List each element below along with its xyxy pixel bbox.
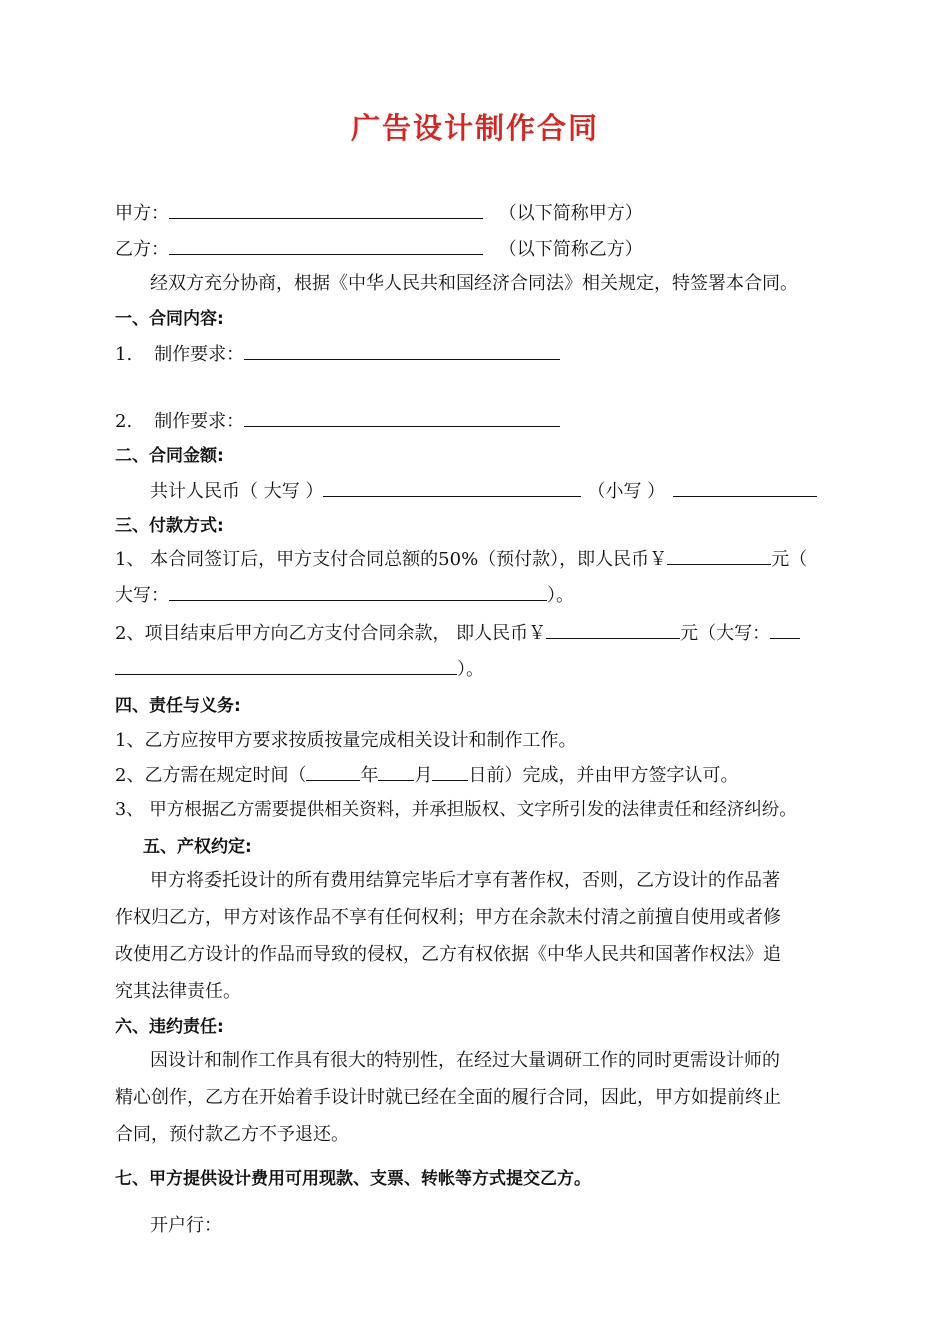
breach-line-3: 合同，预付款乙方不予退还。 xyxy=(115,1124,349,1145)
payment-1-amount-blank[interactable] xyxy=(667,548,771,565)
payment-2-close: ）。 xyxy=(457,659,484,680)
requirement-2 xyxy=(115,408,560,434)
payment-1-line-1 xyxy=(115,548,807,572)
party-a-blank[interactable] xyxy=(169,200,483,219)
copyright-line-4: 究其法律责任。 xyxy=(115,981,241,1002)
party-a-line xyxy=(115,200,643,226)
payment-1-text: 1、 本合同签订后，甲方支付合同总额的50%（预付款），即人民币￥ xyxy=(115,549,668,570)
section-7-heading: 七、甲方提供设计费用可用现款、支票、转帐等方式提交乙方。 xyxy=(115,1169,591,1189)
duty-2-day: 日前）完成，并由甲方签字认可。 xyxy=(468,765,739,786)
breach-line-2: 精心创作，乙方在开始着手设计时就已经在全面的履行合同，因此，甲方如提前终止 xyxy=(115,1087,781,1108)
payment-2-yuan: 元（大写： xyxy=(680,623,771,644)
requirement-1-num: 1. xyxy=(115,344,133,365)
copyright-line-1: 甲方将委托设计的所有费用结算完毕后才享有著作权，否则，乙方设计的作品著 xyxy=(150,870,780,891)
requirement-2-num: 2. xyxy=(115,411,133,432)
section-5-heading: 五、产权约定: xyxy=(143,837,252,857)
duty-2-month-blank[interactable] xyxy=(378,764,414,781)
amount-capital-blank[interactable] xyxy=(323,480,581,497)
intro-text: 经双方充分协商，根据《中华人民共和国经济合同法》相关规定，特签署本合同。 xyxy=(150,273,798,294)
breach-line-1: 因设计和制作工作具有很大的特别性，在经过大量调研工作的同时更需设计师的 xyxy=(150,1050,780,1071)
party-b-line xyxy=(115,236,643,262)
duty-2 xyxy=(115,764,738,788)
party-b-label: 乙方： xyxy=(115,239,169,260)
payment-1-yuan: 元（ xyxy=(771,549,808,570)
requirement-1 xyxy=(115,341,560,367)
section-6-heading: 六、违约责任: xyxy=(115,1017,224,1037)
party-b-blank[interactable] xyxy=(169,236,483,255)
section-2-heading: 二、合同金额: xyxy=(115,446,224,466)
party-a-note: （以下简称甲方） xyxy=(498,203,643,224)
payment-2-capital-blank-b[interactable] xyxy=(115,658,457,675)
payment-1-capital-blank[interactable] xyxy=(169,584,547,601)
bank-label: 开户行： xyxy=(150,1215,222,1236)
amount-line xyxy=(150,478,817,504)
payment-1-line-2 xyxy=(115,584,574,608)
amount-prefix: 共计人民币（ 大写 ） xyxy=(150,481,324,502)
copyright-line-2: 作权归乙方，甲方对该作品不享有任何权利；甲方在余款未付清之前擅自使用或者修 xyxy=(115,907,781,928)
payment-1-close: ）。 xyxy=(547,585,574,606)
requirement-1-blank[interactable] xyxy=(244,341,560,360)
duty-2-year: 年 xyxy=(360,765,379,786)
payment-2-line-2 xyxy=(115,658,484,682)
requirement-2-label: 制作要求： xyxy=(154,411,245,432)
payment-2-line-1 xyxy=(115,622,800,646)
amount-small-blank[interactable] xyxy=(673,478,817,497)
section-4-heading: 四、责任与义务: xyxy=(115,696,241,716)
payment-2-capital-blank-a[interactable] xyxy=(770,622,800,639)
payment-2-amount-blank[interactable] xyxy=(546,622,680,639)
section-3-heading: 三、付款方式: xyxy=(115,516,224,536)
duty-2-month: 月 xyxy=(414,765,433,786)
party-a-label: 甲方： xyxy=(115,203,169,224)
duty-1: 1、乙方应按甲方要求按质按量完成相关设计和制作工作。 xyxy=(115,730,577,751)
requirement-2-blank[interactable] xyxy=(244,408,560,427)
amount-small-label: （小写 ） xyxy=(587,481,666,502)
section-1-heading: 一、合同内容: xyxy=(115,309,224,329)
duty-2-text: 2、乙方需在规定时间（ xyxy=(115,765,307,786)
document-title: 广告设计制作合同 xyxy=(350,111,599,145)
copyright-line-3: 改使用乙方设计的作品而导致的侵权，乙方有权依据《中华人民共和国著作权法》追 xyxy=(115,944,781,965)
payment-1-capital-label: 大写： xyxy=(115,585,169,606)
duty-3: 3、 甲方根据乙方需要提供相关资料，并承担版权、文字所引发的法律责任和经济纠纷。 xyxy=(115,800,797,820)
duty-2-year-blank[interactable] xyxy=(306,764,360,781)
requirement-1-label: 制作要求： xyxy=(154,344,245,365)
payment-2-text: 2、项目结束后甲方向乙方支付合同余款， 即人民币￥ xyxy=(115,623,547,644)
party-b-note: （以下简称乙方） xyxy=(498,239,643,260)
duty-2-day-blank[interactable] xyxy=(432,764,468,781)
